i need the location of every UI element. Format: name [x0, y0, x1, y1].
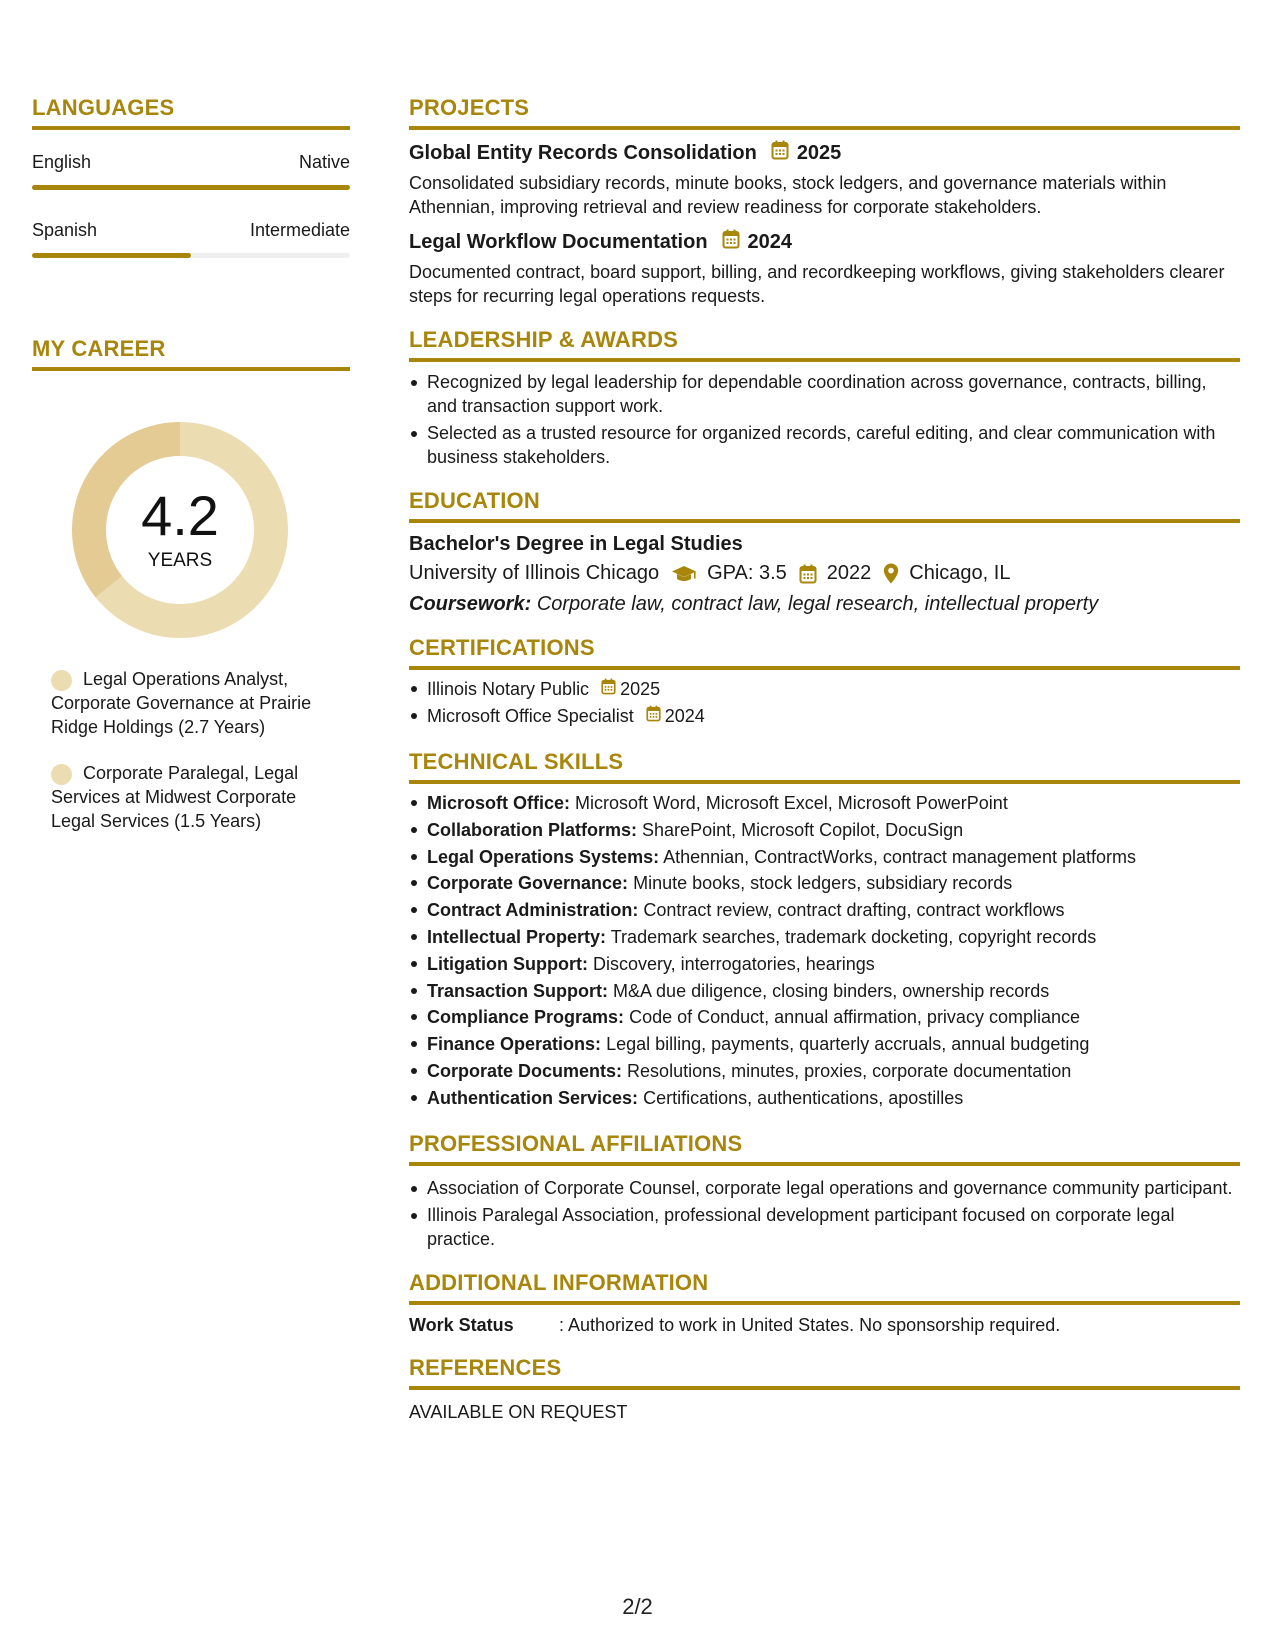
education-school: University of Illinois Chicago: [409, 562, 660, 584]
skill-label: Contract Administration:: [427, 900, 639, 921]
skill-value: M&A due diligence, closing binders, ownership records: [613, 980, 1050, 1001]
education-location: Chicago, IL: [909, 562, 1011, 584]
affiliations-section: [409, 1131, 1240, 1251]
skill-value: Code of Conduct, annual affirmation, privacy compliance: [629, 1007, 1080, 1028]
skills-title: TECHNICAL SKILLS: [409, 749, 1240, 784]
skill-item: [409, 1031, 1240, 1058]
skill-value: Discovery, interrogatories, hearings: [592, 953, 875, 974]
skill-label: Microsoft Office:: [427, 793, 571, 813]
list-item: Recognized by legal leadership for dependable coordination across governance, contracts, billing, and transaction support work.: [409, 370, 1240, 418]
project-description: Consolidated subsidiary records, minute books, stock ledgers, and governance materials within Athennian, improving retrieval and review readiness for corporate stakeholders.: [409, 173, 1167, 217]
education-section: [409, 488, 1240, 616]
career-title: MY CAREER: [32, 336, 350, 371]
list-item: [409, 676, 1240, 703]
certification-name: Microsoft Office Specialist: [427, 706, 634, 726]
skill-value: Trademark searches, trademark docketing, copyright records: [610, 926, 1097, 947]
language-proficiency-fill: [32, 253, 191, 258]
language-item: [32, 152, 350, 190]
skill-item: [409, 790, 1240, 817]
skill-value: Minute books, stock ledgers, subsidiary records: [633, 873, 1013, 894]
project-year: 2024: [747, 230, 793, 253]
list-item: Selected as a trusted resource for organized records, careful editing, and clear communication with business stakeholders.: [409, 421, 1240, 469]
career-total-years: 4.2: [141, 484, 219, 547]
project-name: Global Entity Records Consolidation: [409, 141, 757, 164]
skill-label: Finance Operations:: [427, 1034, 602, 1055]
project-item: [409, 229, 1240, 308]
languages-title: LANGUAGES: [32, 95, 350, 130]
education-gpa: GPA: 3.5: [707, 562, 787, 584]
skill-value: Athennian, ContractWorks, contract management platforms: [663, 846, 1136, 867]
affiliations-title: PROFESSIONAL AFFILIATIONS: [409, 1131, 1240, 1166]
calendar-icon: [646, 703, 661, 730]
skill-label: Corporate Governance:: [427, 873, 629, 894]
additional-section: [409, 1270, 1240, 1336]
work-status-label: Work Status: [409, 1314, 514, 1335]
skill-value: SharePoint, Microsoft Copilot, DocuSign: [642, 819, 964, 840]
references-text: AVAILABLE ON REQUEST: [409, 1401, 628, 1422]
work-status-value: : Authorized to work in United States. No sponsorship required.: [559, 1314, 1061, 1335]
calendar-icon: [722, 229, 740, 255]
language-proficiency-bar: [32, 185, 350, 190]
certifications-section: [409, 635, 1240, 730]
skill-item: [409, 978, 1240, 1005]
references-title: REFERENCES: [409, 1355, 1240, 1390]
language-level: Native: [298, 152, 350, 172]
career-legend-item: [51, 667, 341, 739]
skill-value: Legal billing, payments, quarterly accruals, annual budgeting: [606, 1034, 1090, 1055]
references-section: [409, 1355, 1240, 1423]
coursework-value: Corporate law, contract law, legal research, intellectual property: [536, 593, 1099, 615]
skill-item: [409, 1004, 1240, 1031]
projects-section: [409, 95, 1240, 308]
coursework-label: Coursework:: [409, 593, 532, 615]
skill-item: [409, 1058, 1240, 1085]
language-proficiency-bar: [32, 253, 350, 258]
skill-label: Corporate Documents:: [427, 1060, 623, 1081]
project-name: Legal Workflow Documentation: [409, 230, 708, 253]
graduation-cap-icon: [671, 564, 697, 584]
skill-item: [409, 1085, 1240, 1112]
page-number: 2/2: [622, 1594, 653, 1619]
leadership-section: [409, 327, 1240, 469]
education-title: EDUCATION: [409, 488, 1240, 523]
skill-label: Transaction Support:: [427, 980, 609, 1001]
legend-dot: [51, 764, 72, 785]
skill-item: [409, 844, 1240, 871]
right-column: [409, 95, 1240, 1442]
skill-item: [409, 870, 1240, 897]
language-proficiency-fill: [32, 185, 350, 190]
skill-item: [409, 817, 1240, 844]
career-donut-chart: [65, 415, 295, 645]
language-level: Intermediate: [249, 220, 350, 240]
projects-title: PROJECTS: [409, 95, 1240, 130]
location-pin-icon: [883, 563, 899, 584]
additional-title: ADDITIONAL INFORMATION: [409, 1270, 1240, 1305]
legend-dot: [51, 670, 72, 691]
skill-label: Litigation Support:: [427, 953, 588, 974]
skill-label: Compliance Programs:: [427, 1007, 625, 1028]
skill-value: Resolutions, minutes, proxies, corporate documentation: [627, 1060, 1072, 1081]
project-year: 2025: [796, 141, 842, 164]
education-coursework: [409, 593, 1240, 616]
skill-item: [409, 951, 1240, 978]
list-item: Illinois Paralegal Association, professional development participant focused on corporate legal practice.: [409, 1203, 1240, 1251]
skill-value: Microsoft Word, Microsoft Excel, Microsoft PowerPoint: [575, 793, 1008, 813]
skill-item: [409, 897, 1240, 924]
calendar-icon: [601, 676, 616, 703]
skill-label: Intellectual Property:: [427, 926, 607, 947]
career-legend-text: Corporate Paralegal, Legal Services at Midwest Corporate Legal Services (1.5 Years): [51, 763, 299, 831]
language-item: [32, 220, 350, 258]
language-name: Spanish: [32, 220, 98, 240]
skills-section: [409, 749, 1240, 1112]
skill-value: Contract review, contract drafting, contract workflows: [643, 900, 1065, 921]
left-column: [32, 95, 350, 833]
skill-label: Authentication Services:: [427, 1087, 639, 1108]
education-year: 2022: [826, 562, 872, 584]
calendar-icon: [771, 140, 789, 166]
skill-value: Certifications, authentications, apostilles: [643, 1087, 964, 1108]
language-name: English: [32, 152, 92, 172]
project-item: [409, 140, 1240, 219]
career-legend-text: Legal Operations Analyst, Corporate Governance at Prairie Ridge Holdings (2.7 Years): [51, 669, 312, 737]
list-item: Association of Corporate Counsel, corporate legal operations and governance community participant.: [409, 1176, 1240, 1200]
certification-year: 2025: [620, 679, 661, 699]
skill-label: Legal Operations Systems:: [427, 846, 660, 867]
skill-item: [409, 924, 1240, 951]
skill-label: Collaboration Platforms:: [427, 819, 638, 840]
list-item: [409, 703, 1240, 730]
project-description: Documented contract, board support, billing, and recordkeeping workflows, giving stakeholders clearer steps for recurring legal operations requests.: [409, 262, 1225, 306]
career-years-unit: YEARS: [147, 550, 213, 571]
leadership-title: LEADERSHIP & AWARDS: [409, 327, 1240, 362]
career-legend-item: [51, 761, 341, 833]
calendar-icon: [799, 564, 817, 584]
education-degree: Bachelor's Degree in Legal Studies: [409, 533, 743, 555]
certifications-title: CERTIFICATIONS: [409, 635, 1240, 670]
certification-year: 2024: [664, 706, 705, 726]
certification-name: Illinois Notary Public: [427, 679, 590, 699]
